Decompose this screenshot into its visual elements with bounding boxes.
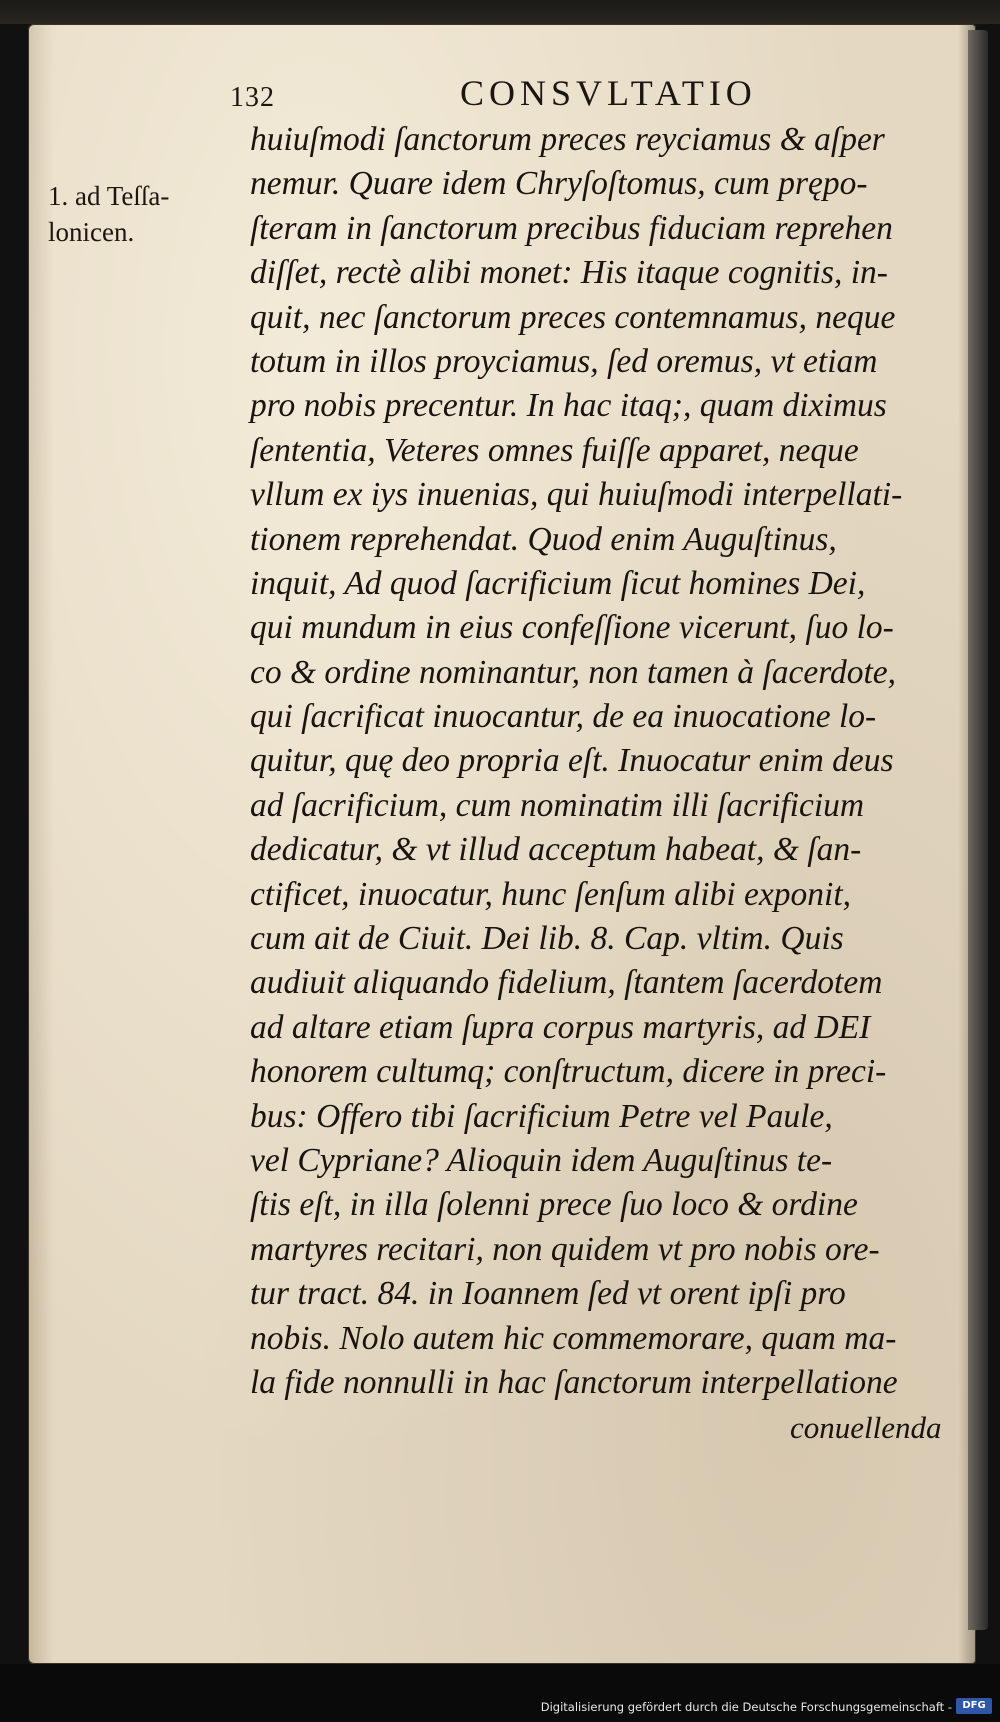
text-line: ad altare etiam ſupra corpus martyris, ad DEI xyxy=(250,1008,871,1046)
text-line: vel Cypriane? Alioquin idem Auguſtinus te- xyxy=(250,1141,833,1179)
text-line: quitur, quę deo propria eſt. Inuocatur enim deus xyxy=(250,742,894,780)
text-line: martyres recitari, non quidem vt pro nobis ore- xyxy=(250,1230,880,1268)
marginal-note-line: 1. ad Teſſa- xyxy=(48,181,170,211)
page-fore-edge xyxy=(968,30,988,1630)
page-number: 132 xyxy=(230,82,275,113)
text-line: huiuſmodi ſanctorum preces reyciamus & aſper xyxy=(250,121,885,158)
text-line: totum in illos proyciamus, ſed oremus, vt etiam xyxy=(250,342,878,380)
text-line: ſtis eſt, in illa ſolenni prece ſuo loco & ordine xyxy=(250,1186,858,1224)
text-line: la fide nonnulli in hac ſanctorum interpellatione xyxy=(250,1363,898,1401)
text-line: bus: Offero tibi ſacrificium Petre vel Paule, xyxy=(250,1097,833,1135)
text-line: ctificet, inuocatur, hunc ſenſum alibi exponit, xyxy=(250,875,852,913)
text-line: cum ait de Ciuit. Dei lib. 8. Cap. vltim. Quis xyxy=(250,920,844,958)
text-line: honorem cultumq; conſtructum, dicere in preci- xyxy=(250,1053,887,1091)
text-line: diſſet, rectè alibi monet: His itaque cognitis, in- xyxy=(250,254,888,292)
marginal-note xyxy=(48,178,228,250)
text-line: vllum ex iys inuenias, qui huiuſmodi interpellati- xyxy=(250,476,903,514)
running-head: CONSVLTATIO xyxy=(460,73,757,113)
text-line: dedicatur, & vt illud acceptum habeat, & ſan- xyxy=(250,831,862,869)
text-line: quit, nec ſanctorum preces contemnamus, neque xyxy=(250,298,896,336)
text-line: pro nobis precentur. In hac itaq;, quam diximus xyxy=(250,387,887,425)
text-line: ſteram in ſanctorum precibus fiduciam reprehen xyxy=(250,209,893,247)
text-line: nobis. Nolo autem hic commemorare, quam ma- xyxy=(250,1319,897,1357)
dfg-logo-icon: DFG xyxy=(956,1698,992,1714)
text-line: ad ſacrificium, cum nominatim illi ſacrificium xyxy=(250,786,865,824)
text-line: co & ordine nominantur, non tamen à ſacerdote, xyxy=(250,653,897,691)
text-line: tur tract. 84. in Ioannem ſed vt orent ipſi pro xyxy=(250,1275,846,1313)
text-line: tionem reprehendat. Quod enim Auguſtinus, xyxy=(250,520,837,558)
text-line: audiuit aliquando fidelium, ſtantem ſacerdotem xyxy=(250,964,883,1002)
text-line: ſententia, Veteres omnes fuiſſe apparet, neque xyxy=(250,431,859,469)
text-line: inquit, Ad quod ſacrificium ſicut homines Dei, xyxy=(250,564,866,602)
marginal-note-line: lonicen. xyxy=(48,217,135,247)
body-text xyxy=(250,118,970,1405)
text-line: qui ſacrificat inuocantur, de ea inuocatione lo- xyxy=(250,698,877,736)
digitization-credit: Digitalisierung gefördert durch die Deutsche Forschungsgemeinschaft - xyxy=(540,1700,952,1714)
catchword: conuellenda xyxy=(790,1410,942,1445)
top-edge xyxy=(0,0,1000,24)
text-line: qui mundum in eius confeſſione vicerunt, ſuo lo- xyxy=(250,609,894,647)
text-line: nemur. Quare idem Chryſoſtomus, cum prępo- xyxy=(250,165,868,203)
